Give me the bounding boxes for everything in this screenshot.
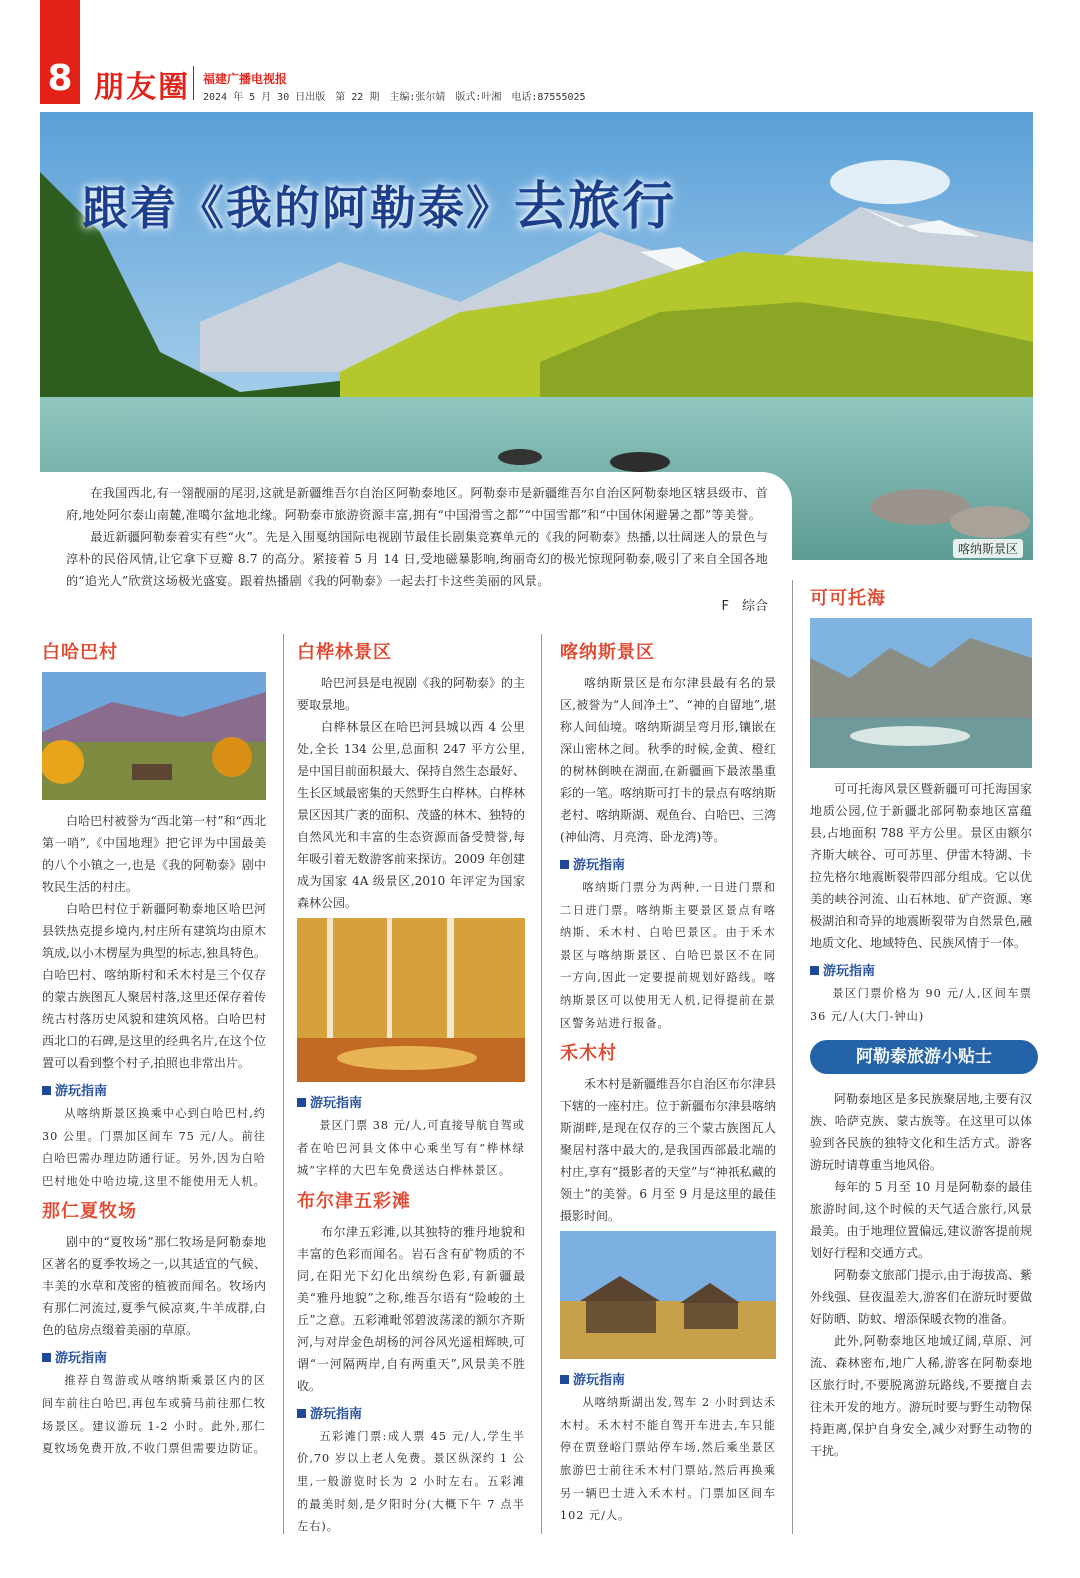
guide-text: 从喀纳斯景区换乘中心到白哈巴村,约 30 公里。门票加区间车 75 元/人。前往白哈巴需办理边防通行证。另外,因为白哈巴村地处中哈边境,这里不能使用无人机。 [42,1107,266,1188]
guide-heading: 游玩指南 [42,1080,266,1099]
paragraph: 每年的 5 月至 10 月是阿勒泰的最佳旅游时间,这个时候的天气适合旅行,风景最美。由于地理位置偏远,建议游客提前规划好行程和交通方式。 [810,1180,1032,1261]
section-heading: 可可托海 [810,588,886,609]
guide-heading: 游玩指南 [560,854,776,873]
guide-text: 景区门票 38 元/人,可直接导航自驾或者在哈巴河县文体中心乘坐写有“桦林绿城”字样的大巴车免费送达白桦林景区。 [297,1119,525,1178]
byline: F 综合 [721,599,768,614]
guide-heading: 游玩指南 [810,960,1032,979]
column-3 [560,634,776,1528]
keketuohai-photo [810,618,1032,768]
guide-text: 景区门票价格为 90 元/人,区间车票 36 元/人(大门-钟山) [810,987,1032,1023]
column-4 [810,580,1032,1462]
guide-text: 喀纳斯门票分为两种,一日进门票和二日进门票。喀纳斯主要景区景点有喀纳斯、禾木村、白哈巴景区。由于禾木景区与喀纳斯景区、白哈巴景区不在同一方向,因此一定要提前规划好路线。喀纳斯景区可以使用无人机,记得提前在景区警务站进行报备。 [560,881,776,1030]
column-divider [792,580,793,1534]
paragraph: 禾木村是新疆维吾尔自治区布尔津县下辖的一座村庄。位于新疆布尔津县喀纳斯湖畔,是现在仅存的三个蒙古族图瓦人聚居村落中最大的,是我国西部最北端的村庄,享有“摄影者的天堂”与“神祇私藏的领土”的美誉。6 月至 9 月是这里的最佳摄影时间。 [560,1077,777,1224]
column-divider [283,634,284,1534]
paragraph: 阿勒泰地区是多民族聚居地,主要有汉族、哈萨克族、蒙古族等。在这里可以体验到各民族的独特文化和生活方式。游客游玩时请尊重当地风俗。 [810,1092,1032,1173]
guide-text: 五彩滩门票:成人票 45 元/人,学生半价,70 岁以上老人免费。景区纵深约 1 公里,一般游览时长为 2 小时左右。五彩滩的最美时刻,是夕阳时分(大概下午 7 点半左右)。 [297,1429,525,1534]
newspaper-name: 福建广播电视报 [203,72,288,86]
paragraph: 阿勒泰文旅部门提示,由于海拔高、紫外线强、昼夜温差大,游客们在游玩时要做好防晒、防蚊、增添保暖衣物的准备。 [810,1268,1032,1327]
birch-forest-photo [297,918,525,1082]
issue-info: 2024 年 5 月 30 日出版 第 22 期 主编:张尔婧 版式:叶湘 电话:87555025 [203,92,586,103]
page-headline [82,164,676,239]
intro-text [40,472,792,624]
paragraph: 喀纳斯景区是布尔津县最有名的景区,被誉为“人间净土”、“神的自留地”,堪称人间仙境。喀纳斯湖呈弯月形,镶嵌在深山密林之间。秋季的时候,金黄、橙红的树林倒映在湖面,在新疆画下最浓墨重彩的一笔。喀纳斯可打卡的景点有喀纳斯老村、喀纳斯湖、观鱼台、白哈巴、三湾(神仙湾、月亮湾、卧龙湾)等。 [560,676,777,844]
paragraph: 哈巴河县是电视剧《我的阿勒泰》的主要取景地。 [297,676,526,712]
image-caption: 喀纳斯景区 [953,539,1023,558]
guide-text: 推荐自驾游或从喀纳斯乘景区内的区间车前往白哈巴,再包车或骑马前往那仁牧场景区。建议游玩 1-2 小时。此外,那仁夏牧场免费开放,不收门票但需要边防证。 [42,1374,266,1456]
guide-heading: 游玩指南 [297,1403,525,1422]
section-heading: 那仁夏牧场 [42,1201,137,1223]
paragraph: 白哈巴村被誉为“西北第一村”和“西北第一哨”,《中国地理》把它评为中国最美的八个小镇之一,也是《我的阿勒泰》剧中牧民生活的村庄。 [42,814,266,894]
section-heading: 禾木村 [560,1043,617,1065]
paragraph: 可可托海风景区暨新疆可可托海国家地质公园,位于新疆北部阿勒泰地区富蕴县,占地面积 788 平方公里。景区由额尔齐斯大峡谷、可可苏里、伊雷木特湖、卡拉先格尔地震断裂带四部分组成。它以优美的峡谷河流、山石林地、矿产资源、寒极湖泊和奇异的地震断裂带为自然景色,融地质文化、地域特色、民族风情于一体。 [810,782,1032,950]
headline-part-2: 去旅行 [514,177,677,237]
baihaba-photo [42,672,266,800]
paragraph: 白哈巴村位于新疆阿勒泰地区哈巴河县铁热克提乡境内,村庄所有建筑均由原木筑成,以小木楞屋为典型的标志,独具特色。白哈巴村、喀纳斯村和禾木村是三个仅存的蒙古族图瓦人聚居村落,这里还保存着传统古村落历史风貌和建筑风格。白哈巴村西北口的石碑,是这里的经典名片,在这个位置可以看到整个村子,拍照也非常出片。 [42,902,266,1070]
hemu-village-photo [560,1231,776,1359]
column-divider [541,634,542,1534]
column-2 [297,634,525,1539]
paragraph: 剧中的“夏牧场”那仁牧场是阿勒泰地区著名的夏季牧场之一,以其适宜的气候、丰美的水草和茂密的植被而闻名。牧场内有那仁河流过,夏季气候凉爽,牛羊成群,白色的毡房点缀着美丽的草原。 [42,1235,266,1338]
tips-heading: 阿勒泰旅游小贴士 [810,1040,1038,1074]
guide-text: 从喀纳斯湖出发,驾车 2 小时到达禾木村。禾木村不能自驾开车进去,车只能停在贾登峪门票站停车场,然后乘坐景区旅游巴士前往禾木村门票站,然后再换乘另一辆巴士进入禾木村。门票加区间车 102 元/人。 [560,1396,776,1523]
column-1 [42,634,266,1461]
divider [193,66,194,100]
paragraph: 布尔津五彩滩,以其独特的雅丹地貌和丰富的色彩而闻名。岩石含有矿物质的不同,在阳光下幻化出缤纷色彩,有新疆最美“雅丹地貌”之称,维吾尔语有“险峻的土丘”之意。五彩滩毗邻碧波荡漾的额尔齐斯河,与对岸金色胡杨的河谷风光遥相辉映,可谓“一河隔两岸,自有两重天”,风景美不胜收。 [297,1224,525,1393]
section-heading: 白桦林景区 [297,642,392,663]
intro-paragraph: 在我国西北,有一翎靓丽的尾羽,这就是新疆维吾尔自治区阿勒泰地区。阿勒泰市是新疆维吾尔自治区阿勒泰地区辖县级市、首府,地处阿尔泰山南麓,准噶尔盆地北缘。阿勒泰市旅游资源丰富,拥有“中国滑雪之都”“中国雪都”和“中国休闲避暑之都”等美誉。 [66,486,768,522]
paragraph: 此外,阿勒泰地区地域辽阔,草原、河流、森林密布,地广人稀,游客在阿勒泰地区旅行时,不要脱离游玩路线,不要擅自去往未开发的地方。游玩时要与野生动物保持距离,保护自身安全,减少对野生动物的干扰。 [810,1334,1032,1459]
paragraph: 白桦林景区在哈巴河县城以西 4 公里处,全长 134 公里,总面积 247 平方公里,是中国目前面积最大、保持自然生态最好、生长区域最密集的天然野生白桦林。白桦林景区因其广袤的面积、茂盛的林木、独特的自然风光和丰富的生态资源而备受赞誉,每年吸引着无数游客前来探访。2009 年创建成为国家 4A 级景区,2010 年评定为国家森林公园。 [297,720,526,910]
section-title: 朋友圈 [94,70,190,105]
masthead [40,0,1040,104]
section-heading: 白哈巴村 [42,642,118,663]
page-number-block [40,0,80,104]
guide-heading: 游玩指南 [560,1369,776,1388]
guide-heading: 游玩指南 [297,1092,525,1111]
section-heading: 布尔津五彩滩 [297,1190,411,1212]
intro-paragraph: 最近新疆阿勒泰着实有些“火”。先是入围戛纳国际电视剧节最佳长剧集竞赛单元的《我的阿勒泰》热播,以壮阔迷人的景色与淳朴的民俗风情,让它拿下豆瓣 8.7 的高分。紧接着 5 月 14 日,受地磁暴影响,绚丽奇幻的极光惊现阿勒泰,吸引了来自全国各地的“追光人”欣赏这场极光盛宴。跟着热播剧《我的阿勒泰》一起去打卡这些美丽的风景。 [66,530,768,588]
page-number: 8 [47,58,73,99]
headline-part-1: 跟着《我的阿勒泰》 [82,181,514,235]
section-heading: 喀纳斯景区 [560,642,655,663]
guide-heading: 游玩指南 [42,1347,266,1366]
